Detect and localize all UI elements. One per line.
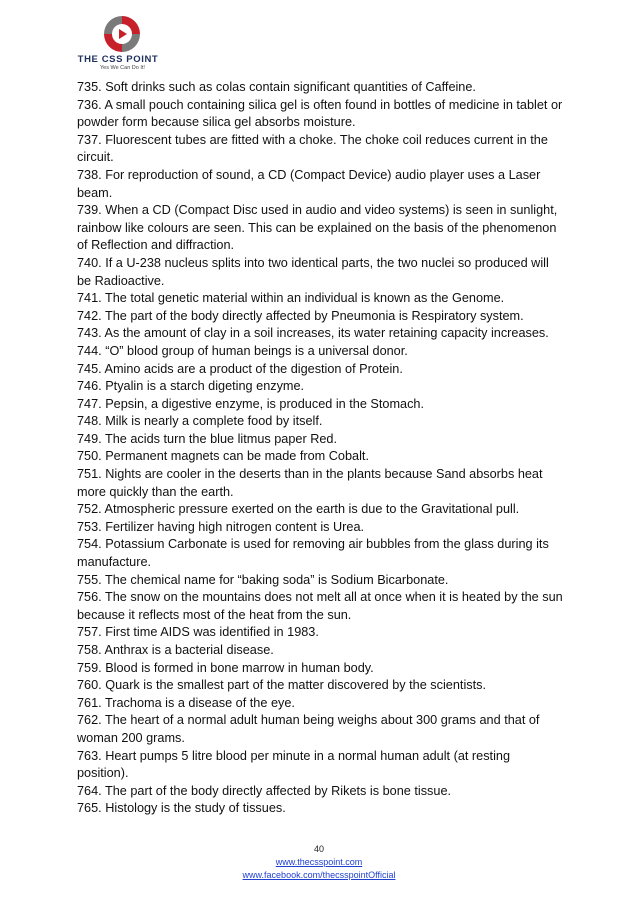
fact-item: 741. The total genetic material within an individual is known as the Genome. [77, 291, 505, 306]
fact-item: 735. Soft drinks such as colas contain significant quantities of Caffeine. [77, 80, 476, 94]
fact-item: 752. Atmospheric pressure exerted on the earth is due to the Gravitational pull. [77, 502, 520, 517]
website-link[interactable]: www.thecsspoint.com [275, 857, 363, 867]
fact-item: 736. A small pouch containing silica gel is often found in bottles of medicine in tablet or powder form because silica gel absorbs moisture. [77, 97, 563, 130]
fact-item: 742. The part of the body directly affected by Pneumonia is Respiratory system. [77, 308, 524, 323]
fact-item: 738. For reproduction of sound, a CD (Compact Device) audio player uses a Laser beam. [77, 167, 541, 200]
fact-item: 755. The chemical name for “baking soda” is Sodium Bicarbonate. [77, 572, 449, 587]
logo-tagline: Yes We Can Do It! [100, 65, 145, 71]
fact-item: 739. When a CD (Compact Disc used in audio and video systems) is seen in sunlight, rainbow like colours are seen. This can be explained on the basis of the phenomenon of Reflection and diffraction. [77, 203, 558, 253]
fact-item: 757. First time AIDS was identified in 1983. [77, 625, 319, 640]
fact-item: 751. Nights are cooler in the deserts than in the plants because Sand absorbs heat more quickly than the earth. [77, 467, 543, 499]
fact-item: 753. Fertilizer having high nitrogen content is Urea. [77, 519, 365, 534]
page-footer [0, 843, 638, 882]
facts-list [77, 79, 563, 818]
logo-title: THE CSS POINT [77, 54, 159, 65]
fact-item: 761. Trachoma is a disease of the eye. [77, 695, 295, 710]
fact-item: 754. Potassium Carbonate is used for removing air bubbles from the glass during its manufacture. [77, 537, 549, 570]
page-number: 40 [313, 844, 324, 854]
fact-item: 749. The acids turn the blue litmus paper Red. [77, 431, 338, 446]
logo-mark-icon [102, 14, 142, 54]
fact-item: 744. “O” blood group of human beings is a universal donor. [77, 343, 408, 358]
fact-item: 743. As the amount of clay in a soil increases, its water retaining capacity increases. [77, 326, 549, 341]
fact-item: 758. Anthrax is a bacterial disease. [77, 643, 274, 657]
fact-item: 737. Fluorescent tubes are fitted with a choke. The choke coil reduces current in the circuit. [77, 132, 548, 165]
fact-item: 763. Heart pumps 5 litre blood per minute in a normal human adult (at resting position). [77, 748, 511, 781]
logo [70, 14, 166, 76]
facebook-link[interactable]: www.facebook.com/thecsspointOfficial [242, 870, 396, 880]
fact-item: 748. Milk is nearly a complete food by itself. [77, 414, 323, 429]
fact-item: 759. Blood is formed in bone marrow in human body. [77, 660, 374, 675]
fact-item: 762. The heart of a normal adult human being weighs about 300 grams and that of woman 200 grams. [77, 713, 540, 745]
fact-item: 750. Permanent magnets can be made from Cobalt. [77, 449, 369, 464]
fact-item: 745. Amino acids are a product of the digestion of Protein. [77, 361, 403, 376]
fact-item: 764. The part of the body directly affected by Rikets is bone tissue. [77, 783, 452, 798]
fact-item: 746. Ptyalin is a starch digeting enzyme. [77, 379, 305, 394]
fact-item: 740. If a U-238 nucleus splits into two identical parts, the two nuclei so produced will be Radioactive. [77, 255, 549, 288]
fact-item: 760. Quark is the smallest part of the matter discovered by the scientists. [77, 678, 487, 693]
fact-item: 747. Pepsin, a digestive enzyme, is produced in the Stomach. [77, 396, 424, 411]
fact-item: 765. Histology is the study of tissues. [77, 801, 286, 816]
fact-item: 756. The snow on the mountains does not melt all at once when it is heated by the sun because it reflects most of the heat from the sun. [77, 590, 563, 622]
